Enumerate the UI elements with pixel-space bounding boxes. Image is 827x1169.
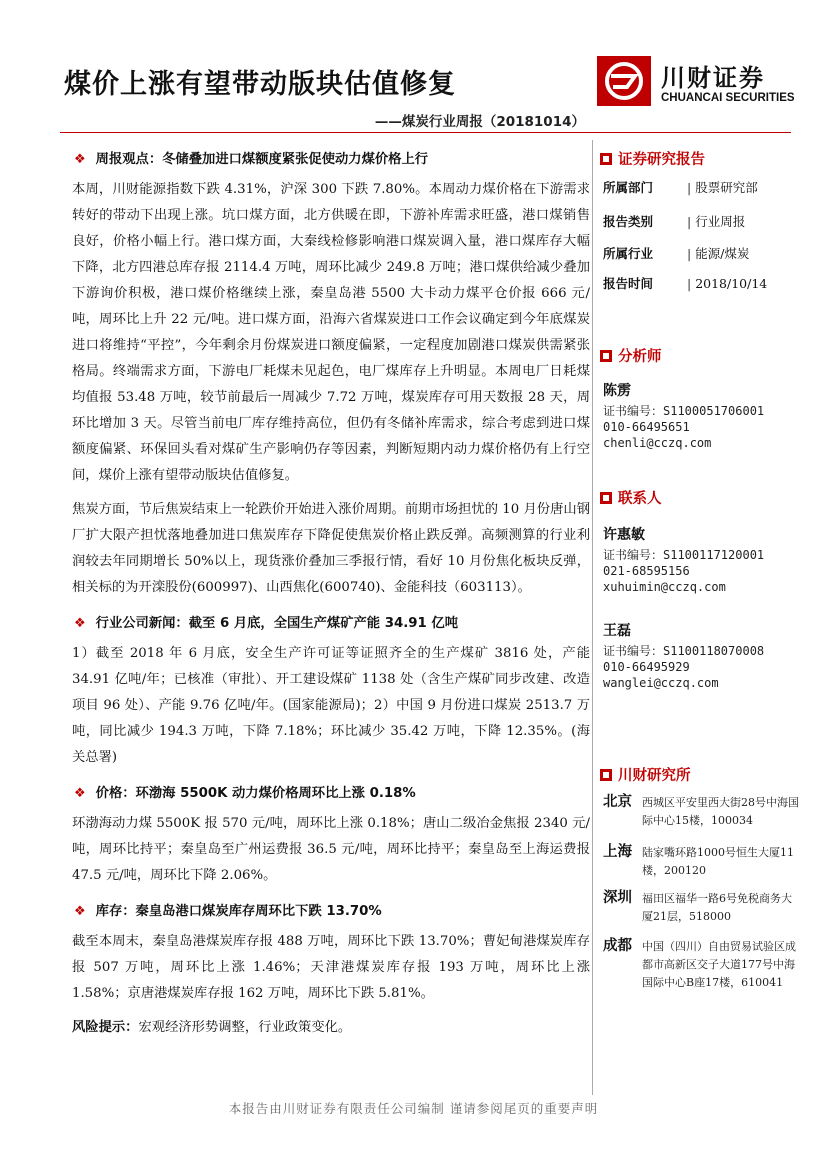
company-logo: [597, 56, 797, 108]
diamond-bullet-icon: ❖: [74, 904, 86, 919]
contact-cert: 证书编号：S1100117120001: [603, 548, 765, 562]
analyst-heading: 分析师: [600, 345, 800, 369]
risk-warning: [72, 1015, 590, 1041]
logo-mark-icon: [597, 56, 651, 106]
contact-heading: 联系人: [600, 487, 800, 511]
section-viewpoint-heading: ❖ 周报观点：冬储叠加进口煤额度紧张促使动力煤价格上行: [74, 152, 429, 167]
info-row-industry: 所属行业 | 能源/煤炭: [600, 244, 800, 264]
square-bullet-icon: [600, 769, 612, 781]
section-price-heading: ❖ 价格：环渤海 5500K 动力煤价格周环比上涨 0.18%: [74, 786, 416, 801]
inventory-paragraph: 截至本周末，秦皇岛港煤炭库存报 488 万吨，周环比下跌 13.70%；曹妃甸港煤炭库存报 507 万吨，周环比上涨 1.46%；天津港煤炭库存报 193 万吨，周环比上涨 1.58%；京唐港煤炭库存报 162 万吨，周环比下跌 5.81%。: [72, 934, 590, 1001]
risk-label: 风险提示：: [72, 1020, 139, 1035]
main-content: [72, 145, 590, 1041]
page-footer: 本报告由川财证券有限责任公司编制 谨请参阅尾页的重要声明: [228, 1101, 599, 1116]
report-subtitle: ——煤炭行业周报（20181014）: [374, 114, 585, 130]
report-info-heading: 证券研究报告: [600, 148, 800, 172]
logo-english-name: CHUANCAI SECURITIES: [661, 92, 795, 104]
square-bullet-icon: [600, 153, 612, 165]
price-paragraph: 环渤海动力煤 5500K 报 570 元/吨，周环比上涨 0.18%；唐山二级冶金焦报 2340 元/吨，周环比持平；秦皇岛至广州运费报 36.5 元/吨，周环比持平；秦皇岛至上海运费报 47.5 元/吨，周环比下降 2.06%。: [72, 816, 590, 883]
news-paragraph: 1）截至 2018 年 6 月底，安全生产许可证等证照齐全的生产煤矿 3816 处，产能 34.91 亿吨/年；已核准（审批）、开工建设煤矿 1138 处（含生产煤矿同步改建、改造项目 96 处）、产能 9.76 亿吨/年。(国家能源局)；2）中国 9 月份进口煤炭 2513.7 万吨，同比减少 194.3 万吨，下降 7.18%；环比减少 35.42 万吨，下降 12.35%。(海关总署): [72, 646, 590, 765]
analyst-cert: 证书编号：S1100051706001: [603, 404, 765, 418]
contact-name: 许惠敏: [603, 527, 645, 543]
contact-phone: 010-66495929: [603, 660, 690, 674]
analyst-section: [600, 345, 800, 451]
square-bullet-icon: [600, 492, 612, 504]
info-row-date: 报告时间 | 2018/10/14: [600, 274, 800, 294]
contact-cert: 证书编号：S1100118070008: [603, 644, 765, 658]
institute-heading: 川财研究所: [600, 764, 800, 788]
contact-card-1: [603, 525, 800, 595]
analyst-email[interactable]: chenli@cczq.com: [603, 436, 712, 450]
contact-name: 王磊: [603, 623, 631, 639]
contact-email[interactable]: wanglei@cczq.com: [603, 676, 719, 690]
column-divider: [592, 140, 593, 1095]
institute-section: [600, 764, 800, 788]
analyst-phone: 010-66495651: [603, 420, 690, 434]
header-divider: [60, 132, 791, 133]
diamond-bullet-icon: ❖: [74, 786, 86, 801]
info-row-category: 报告类别 | 行业周报: [600, 212, 800, 232]
viewpoint-paragraph-1: 本周，川财能源指数下跌 4.31%，沪深 300 下跌 7.80%。本周动力煤价格在下游需求转好的带动下出现上涨。坑口煤方面，北方供暖在即，下游补库需求旺盛，港口煤销售良好，价格小幅上行。港口煤方面，大秦线检修影响港口煤炭调入量，港口煤库存大幅下降，北方四港总库存报 2114.4 万吨，周环比减少 249.8 万吨；港口煤供给减少叠加下游询价积极，港口煤价格继续上涨，秦皇岛港 5500 大卡动力煤平仓价报 666 元/吨，周环比上升 22 元/吨。进口煤方面，沿海六省煤炭进口工作会议确定到今年底煤炭进口将维持“平控”，今年剩余月份煤炭进口额度偏紧，一定程度加剧港口煤炭供需紧张格局。终端需求方面，下游电厂耗煤未见起色，电厂煤库存上升明显。本周电厂日耗煤均值报 53.48 万吨，较节前最后一周减少 7.72 万吨，煤炭库存可用天数报 28 天，周环比增加 3 天。尽管当前电厂库存维持高位，但仍有冬储补库需求，综合考虑到进口煤额度偏紧、环保回头看对煤矿生产影响仍存等因素，判断短期内动力煤价格仍有上行空间，煤价上涨有望带动版块估值修复。: [72, 182, 590, 483]
section-news-heading: ❖ 行业公司新闻：截至 6 月底，全国生产煤矿产能 34.91 亿吨: [74, 616, 459, 631]
diamond-bullet-icon: ❖: [74, 152, 86, 167]
square-bullet-icon: [600, 350, 612, 362]
logo-chinese-name: 川财证券: [661, 64, 765, 92]
contact-email[interactable]: xuhuimin@cczq.com: [603, 580, 726, 594]
section-inventory-heading: ❖ 库存：秦皇岛港口煤炭库存周环比下跌 13.70%: [74, 904, 382, 919]
contact-card-2: [603, 621, 800, 691]
contact-section: [600, 487, 800, 691]
page-title: 煤价上涨有望带动版块估值修复: [64, 69, 456, 100]
viewpoint-paragraph-2: 焦炭方面，节后焦炭结束上一轮跌价开始进入涨价周期。前期市场担忧的 10 月份唐山钢厂扩大限产担忧落地叠加进口焦炭库存下降促使焦炭价格止跌反弹。高频测算的行业利润较去年同期增长 50%以上，现货涨价叠加三季报行情，看好 10 月份焦化板块反弹，相关标的为开滦股份(600997)、山西焦化(600740)、金能科技（603113）。: [72, 502, 590, 595]
contact-phone: 021-68595156: [603, 564, 690, 578]
analyst-name: 陈雳: [603, 383, 631, 399]
diamond-bullet-icon: ❖: [74, 616, 86, 631]
report-info-section: [600, 148, 800, 172]
analyst-card: [603, 381, 800, 451]
info-row-department: 所属部门 | 股票研究部: [600, 178, 800, 198]
risk-text: 宏观经济形势调整，行业政策变化。: [138, 1020, 352, 1035]
